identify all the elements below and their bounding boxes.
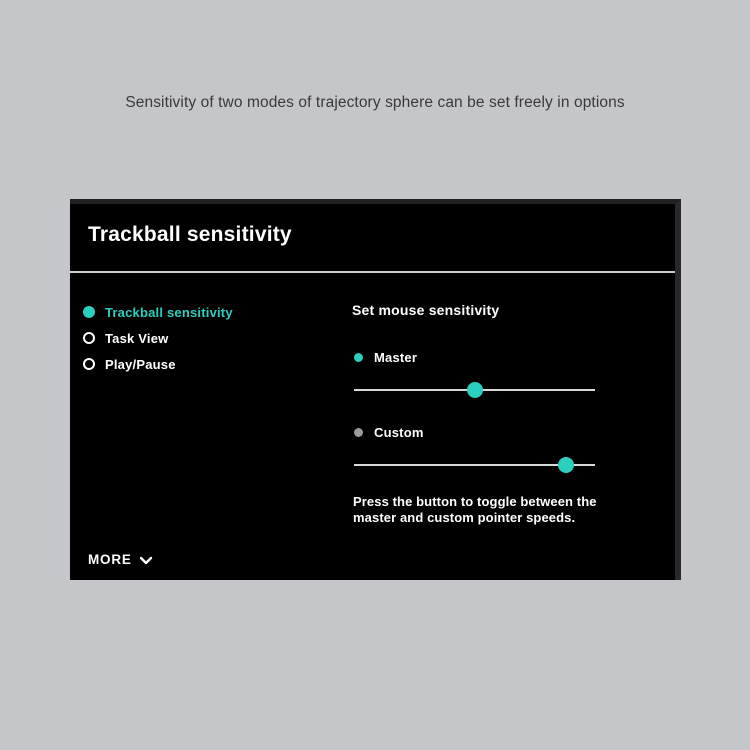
radio-unselected-icon: [83, 332, 95, 344]
radio-unselected-icon: [83, 358, 95, 370]
custom-slider-handle[interactable]: [558, 457, 574, 473]
toggle-description: Press the button to toggle between the master and custom pointer speeds.: [353, 494, 597, 525]
more-button[interactable]: [88, 552, 153, 567]
master-option[interactable]: [354, 348, 417, 366]
more-button-label: MORE: [88, 552, 132, 567]
sidebar-item-label: Trackball sensitivity: [105, 304, 233, 320]
settings-content: [352, 204, 672, 580]
custom-slider[interactable]: [354, 457, 595, 473]
sidebar-item-label: Play/Pause: [105, 356, 176, 372]
master-dot-icon: [354, 353, 363, 362]
sidebar-item-play-pause[interactable]: [70, 351, 340, 377]
settings-window: [70, 199, 681, 580]
custom-dot-icon: [354, 428, 363, 437]
custom-option-label: Custom: [374, 424, 424, 440]
custom-option[interactable]: [354, 423, 424, 441]
sidebar-item-task-view[interactable]: [70, 325, 340, 351]
master-option-label: Master: [374, 349, 418, 365]
radio-selected-icon: [83, 306, 95, 318]
master-slider-handle[interactable]: [467, 382, 483, 398]
master-slider[interactable]: [354, 382, 595, 398]
window-title: Trackball sensitivity: [88, 223, 292, 246]
sidebar-item-trackball-sensitivity[interactable]: [70, 299, 340, 325]
sidebar-item-label: Task View: [105, 330, 169, 346]
content-heading: Set mouse sensitivity: [352, 302, 500, 318]
caption-text: Sensitivity of two modes of trajectory sphere can be set freely in options: [125, 94, 625, 111]
chevron-down-icon: [139, 556, 153, 565]
sidebar: [70, 299, 340, 377]
